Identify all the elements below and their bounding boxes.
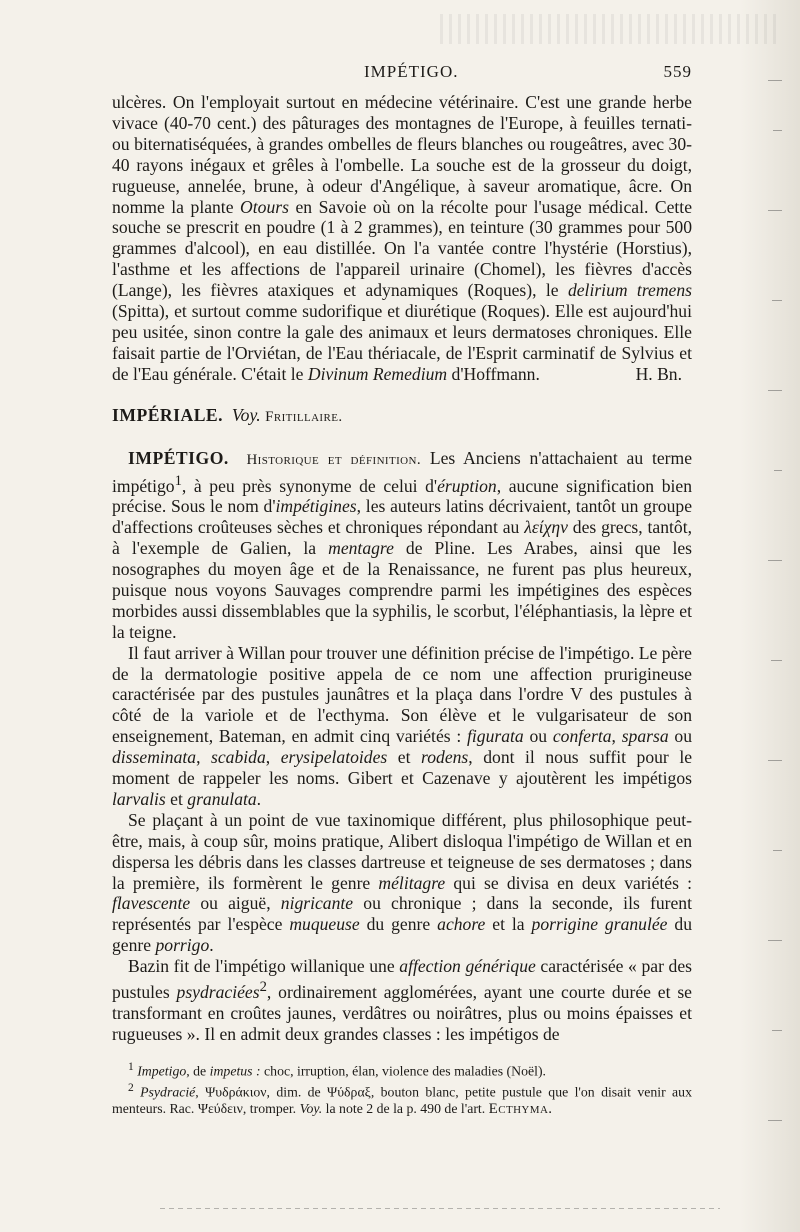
paragraph-continued (112, 92, 692, 385)
text-run: d'Hoffmann. (447, 363, 540, 384)
bleed-through-rule (160, 1208, 720, 1209)
entry-impetigo-p1 (112, 448, 692, 643)
italic-term: granulata (187, 788, 257, 809)
italic-term: larvalis (112, 788, 166, 809)
running-head: IMPÉTIGO. (364, 62, 459, 81)
text-run: ou aiguë, (190, 893, 281, 914)
italic-term: scabida (211, 747, 266, 768)
cross-ref-target: Fritillaire. (265, 408, 343, 425)
italic-term: impetus : (209, 1063, 261, 1079)
italic-term: nigricante (280, 893, 354, 914)
italic-term: impétigines (275, 496, 357, 517)
cross-ref-voy: Voy. (231, 404, 261, 425)
text-run: qui se divisa en deux variétés : (445, 872, 692, 893)
italic-term: Divinum Remedium (307, 363, 448, 384)
bleed-mark (768, 560, 782, 561)
text-run: . (256, 788, 262, 809)
text-run: , ordinairement agglomérées, ayant une courte durée et se transformant en croûtes jaunes, verdâtres ou noirâtres, plus ou moins épaisses et rugueuses ». Il en admit deux grandes classes : les impétigos de (112, 981, 692, 1044)
text-run: ou chronique ; dans la seconde, ils furent représentés par l'espèce (112, 893, 692, 935)
cross-ref-target: Ecthyma. (488, 1101, 553, 1118)
italic-term: rodens (421, 747, 469, 768)
italic-term: Impetigo (137, 1063, 187, 1079)
italic-term: muqueuse (289, 914, 360, 935)
entry-headword: IMPÉRIALE. (112, 404, 224, 425)
text-run: , dont il nous suffit pour le moment de rappeler les noms. Gibert et Cazenave y ajoutèrent les impétigos (112, 747, 693, 789)
text-run: , (265, 747, 281, 768)
text-run: la note 2 de la p. 490 de l'art. (322, 1101, 489, 1117)
main-text (112, 92, 692, 1045)
bleed-mark (772, 1030, 782, 1031)
greek-term: λείχην (524, 517, 568, 538)
footnote-ref: 2 (259, 979, 267, 996)
bleed-mark (768, 390, 782, 391)
footnote-number: 2 (128, 1081, 134, 1094)
text-run: des grecs, tantôt, à l'exemple de Galien, la (112, 517, 692, 559)
text-run: , (196, 747, 212, 768)
footnote-ref: 1 (174, 472, 182, 489)
text-run: et (165, 788, 188, 809)
italic-term: achore (437, 914, 486, 935)
bleed-mark (768, 940, 782, 941)
italic-term: éruption (437, 475, 497, 496)
italic-term: sparsa (621, 726, 669, 747)
text-run: , (611, 726, 622, 747)
author-signature: H. Bn. (635, 363, 682, 384)
italic-term: mélitagre (378, 872, 446, 893)
text-run: Se plaçant à un point de vue taxinomique différent, plus philosophique peut-être, mais, à coup sûr, moins pratique, Alibert disloqua l'impétigo de Willan et en dispersa les débris dans les classes dartreuse et teigneuse de ses dermatoses ; dans la première, ils formèrent le genre (112, 809, 692, 893)
italic-term: mentagre (328, 538, 394, 559)
italic-term: Voy. (299, 1101, 323, 1117)
entry-impetigo-p4 (112, 956, 692, 1044)
entry-imperiale (112, 405, 692, 428)
text-run: , les auteurs latins décrivaient, tantôt un groupe d'affections croûteuses sèches et chroniques répondant au (112, 496, 692, 538)
bleed-mark (771, 660, 782, 661)
italic-term: affection générique (399, 956, 536, 977)
bleed-mark (774, 470, 782, 471)
italic-term: figurata (467, 726, 524, 747)
text-run: Bazin fit de l'impétigo willanique une (128, 956, 400, 977)
italic-term: Otours (240, 196, 289, 217)
footnote-number: 1 (128, 1061, 134, 1073)
italic-term: flavescente (112, 893, 191, 914)
footnotes (112, 1059, 692, 1118)
bleed-through-noise (440, 14, 780, 44)
margin-bleed-marks (752, 60, 782, 1180)
text-run: et la (485, 914, 532, 935)
text-run: du genre (112, 914, 692, 956)
text-run: ulcères. On l'employait surtout en médecine vétérinaire. C'est une grande herbe vivace (40-70 cent.) des pâturages des montagnes de l'Europe, à feuilles ternati- ou biternatiséquées, à grandes ombelles de fleurs blanches ou rougeâtres, avec 30-40 rayons inégaux et grêles à l'ombelle. La souche est de la grosseur du doigt, rugueuse, annelée, brune, à odeur d'Angélique, à saveur aromatique, âcre. On nomme la plante (112, 92, 692, 217)
text-run: , aucune signification bien précise. Sous le nom d' (112, 475, 692, 517)
italic-term: porrigine granulée (531, 914, 668, 935)
bleed-mark (773, 130, 782, 131)
text-run: Il faut arriver à Willan pour trouver une définition précise de l'impétigo. Le père de la dermatologie positive appela de ce nom une affection prurigineuse caractérisée par des pustules jaunâtres et la plaça dans l'ordre V des pustules à côté de la variole et de l'ecthyma. Son élève et le vulgarisateur de son enseignement, Bateman, en admit cinq variétés : (112, 642, 692, 747)
text-run: caractérisée « par des pustules (112, 956, 693, 1002)
entry-impetigo-p3 (112, 810, 692, 956)
text-run: ou (668, 726, 692, 747)
italic-term: psydraciées (176, 981, 260, 1002)
text-run: , de (186, 1063, 210, 1079)
italic-term: porrigo (155, 935, 210, 956)
bleed-mark (773, 850, 782, 851)
entry-headword: IMPÉTIGO. (128, 447, 229, 468)
italic-term: erysipelatoides (280, 747, 388, 768)
entry-impetigo-p2 (112, 643, 692, 810)
bleed-mark (768, 80, 782, 81)
text-run: du genre (359, 914, 438, 935)
text-run: ou (523, 726, 553, 747)
page-number: 559 (663, 62, 692, 81)
text-run: en Savoie où on la récolte pour l'usage médical. Cette souche se prescrit en poudre (1 à 2 grammes), en teinture (30 grammes pour 500 grammes d'alcool), en eau distillée. On l'a vantée contre l'hystérie (Horstius), l'asthme et les affections de l'appareil urinaire (Chomel), les fièvres d'accès (Lange), les fièvres ataxiques et adynamiques (Roques), le (112, 196, 693, 301)
bleed-mark (768, 760, 782, 761)
bleed-mark (768, 1120, 782, 1121)
text-run: , à peu près synonyme de celui d' (181, 475, 438, 496)
footnote-2 (112, 1080, 692, 1119)
text-run: (Spitta), et surtout comme sudorifique et diurétique (Roques). Elle est aujourd'hui peu usitée, sinon contre la gale des animaux et leurs dermatoses chroniques. Elle faisait partie de l'Orviétan, de l'Eau thériacale, de l'Esprit carminatif de Sylvius et de l'Eau générale. C'était le (112, 301, 692, 384)
text-run: , Ψυδράκιον, dim. de Ψύδραξ, bouton blanc, petite pustule que l'on disait venir aux menteurs. Rac. Ψεύδειν, tromper. (112, 1084, 692, 1117)
text-run: Les Anciens n'attachaient au terme impétigo (112, 447, 693, 496)
italic-term: Psydracié (140, 1084, 196, 1100)
text-run: et (387, 747, 422, 768)
page-header (112, 62, 692, 86)
italic-term: conferta (552, 726, 612, 747)
section-title: Historique et définition. (246, 451, 421, 468)
text-run: de Pline. Les Arabes, ainsi que les nosographes du moyen âge et de la Renaissance, ne furent pas plus heureux, puisque nous voyons Sauvages comprendre parmi les impétigines des espèces morbides aussi dissemblables que la syphilis, le scorbut, l'éléphantiasis, la lèpre et la teigne. (112, 538, 692, 642)
bleed-mark (768, 210, 782, 211)
bleed-mark (772, 300, 782, 301)
text-run: . (209, 935, 214, 956)
text-run: choc, irruption, élan, violence des maladies (Noël). (260, 1063, 547, 1079)
italic-term: delirium tremens (567, 280, 692, 301)
footnote-1 (112, 1059, 692, 1080)
italic-term: disseminata (112, 747, 197, 768)
